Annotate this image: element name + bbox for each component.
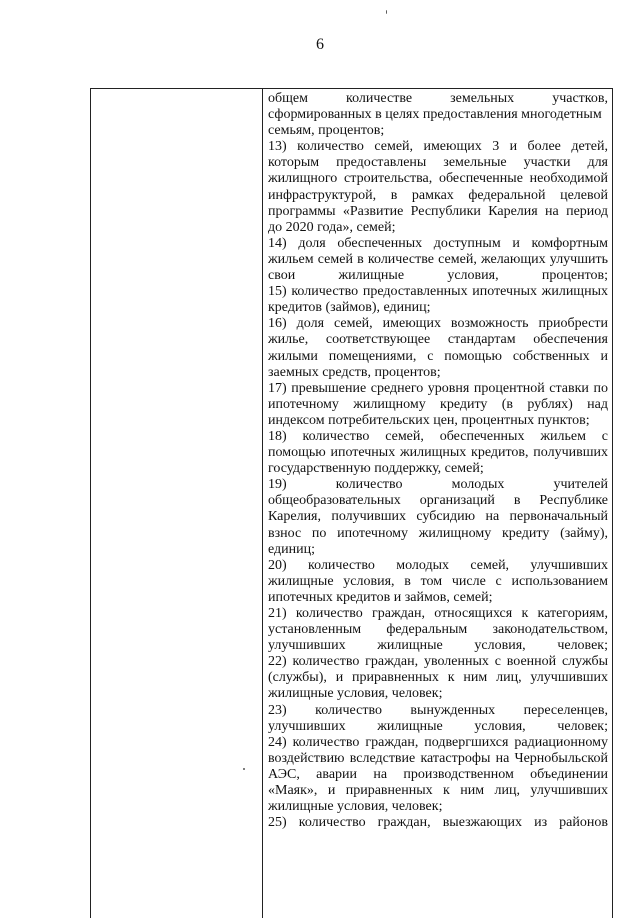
text-line: жильем семей в количестве семей, желающих улучшить <box>268 251 608 267</box>
text-line: установленным федеральным законодательством, <box>268 622 608 638</box>
text-line: 25) количество граждан, выезжающих из районов <box>268 815 608 831</box>
text-line: общеобразовательных организаций в Республике <box>268 493 608 509</box>
text-line: 20) количество молодых семей, улучшивших <box>268 557 608 573</box>
text-line: (службы), и приравненных к ним лиц, улучшивших <box>268 670 608 686</box>
column-divider <box>262 89 263 918</box>
text-line: жилищные условия, в том числе с использованием <box>268 573 608 589</box>
text-line: заемных средств, процентов; <box>268 364 441 380</box>
text-line: воздействию вследствие катастрофы на Чернобыльской <box>268 750 608 766</box>
scan-speck <box>243 768 245 770</box>
text-line: программы «Развитие Республики Карелия на период <box>268 203 608 219</box>
text-line: 19) количество молодых учителей <box>268 477 608 493</box>
text-line: Карелия, получивших субсидию на первоначальный <box>268 509 608 525</box>
text-line: жилищные условия, человек; <box>268 686 443 702</box>
text-line: 24) количество граждан, подвергшихся радиационному <box>268 734 608 750</box>
text-line: 16) доля семей, имеющих возможность приобрести <box>268 316 608 332</box>
text-line: индексом потребительских цен, процентных пунктов; <box>268 412 590 428</box>
text-line: кредитов (займов), единиц; <box>268 300 431 316</box>
text-line: «Маяк», и приравненных к ним лиц, улучшивших <box>268 783 608 799</box>
text-line: ипотечному жилищному кредиту (в рублях) над <box>268 396 608 412</box>
text-line: единиц; <box>268 541 316 557</box>
text-line: жилищного строительства, обеспеченные необходимой <box>268 171 608 187</box>
text-line: которым предоставлены земельные участки для <box>268 155 608 171</box>
text-line: семьям, процентов; <box>268 123 385 139</box>
text-line: 22) количество граждан, уволенных с военной службы <box>268 654 608 670</box>
text-line: государственную поддержку, семей; <box>268 461 484 477</box>
text-line: свои жилищные условия, процентов; <box>268 268 608 284</box>
text-line: ипотечных кредитов и займов, семей; <box>268 589 493 605</box>
text-line: жилищные условия, человек; <box>268 799 443 815</box>
text-line: улучшивших жилищные условия, человек; <box>268 638 608 654</box>
text-line: общем количестве земельных участков, <box>268 91 608 106</box>
text-line: АЭС, аварии на производственном объединении <box>268 766 608 782</box>
document-table <box>90 88 613 918</box>
text-line: 18) количество семей, обеспеченных жильем с <box>268 428 608 444</box>
text-line: сформированных в целях предоставления многодетным <box>268 107 602 123</box>
scan-speck <box>386 10 387 14</box>
text-line: помощью ипотечных жилищных кредитов, получивших <box>268 445 608 461</box>
text-line: 13) количество семей, имеющих 3 и более детей, <box>268 139 608 155</box>
text-line: 15) количество предоставленных ипотечных жилищных <box>268 284 608 300</box>
text-line: инфраструктурой, в рамках федеральной целевой <box>268 187 608 203</box>
text-line: до 2020 года», семей; <box>268 219 396 235</box>
text-line: 23) количество вынужденных переселенцев, <box>268 702 608 718</box>
text-line: 14) доля обеспеченных доступным и комфортным <box>268 235 608 251</box>
page-number: 6 <box>316 36 324 53</box>
text-line: 17) превышение среднего уровня процентной ставки по <box>268 380 608 396</box>
text-line: жилье, соответствующее стандартам обеспечения <box>268 332 608 348</box>
indicators-text-cell <box>268 91 608 831</box>
text-line: взнос по ипотечному жилищному кредиту (займу), <box>268 525 608 541</box>
text-line: улучшивших жилищные условия, человек; <box>268 718 608 734</box>
text-line: жилыми помещениями, с помощью собственных и <box>268 348 608 364</box>
text-line: 21) количество граждан, относящихся к категориям, <box>268 606 608 621</box>
